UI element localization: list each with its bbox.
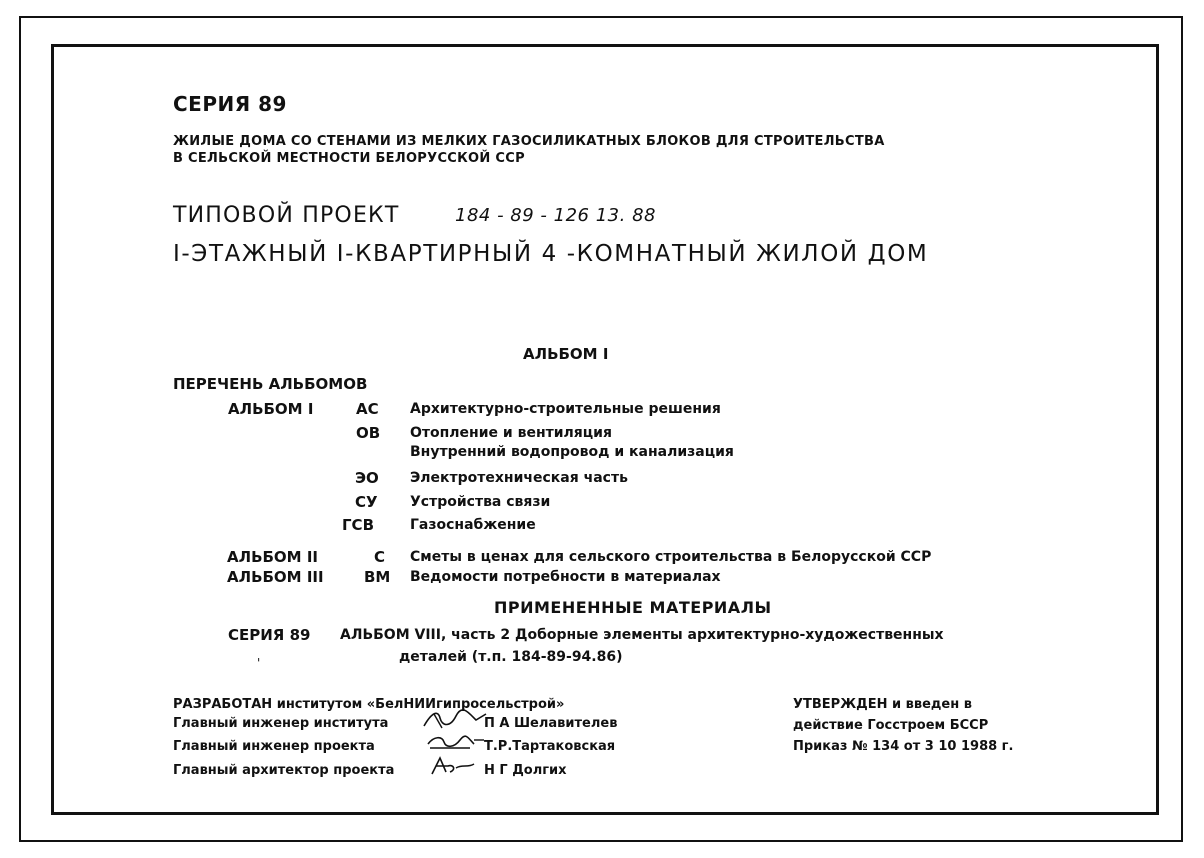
approved-line2: действие Госстроем БССР <box>793 718 989 733</box>
tick-mark: ' <box>257 656 261 670</box>
name-shelavitelev: П А Шелавителев <box>484 716 618 731</box>
series-subtitle-line2: В СЕЛЬСКОЙ МЕСТНОСТИ БЕЛОРУССКОЙ ССР <box>173 151 525 166</box>
album2-label: АЛЬБОМ II <box>227 548 318 566</box>
album2-code: С <box>374 548 386 566</box>
signature-2 <box>424 732 488 754</box>
project-label: ТИПОВОЙ ПРОЕКТ <box>173 203 400 228</box>
album1-code-eo: ЭО <box>355 469 379 487</box>
album2-desc: Сметы в ценах для сельского строительства в Белорусской ССР <box>410 549 932 565</box>
album1-desc-eo: Электротехническая часть <box>410 470 628 486</box>
series-title: СЕРИЯ 89 <box>173 92 287 116</box>
role-chief-architect-project: Главный архитектор проекта <box>173 763 395 778</box>
house-title: I-ЭТАЖНЫЙ I-КВАРТИРНЫЙ 4 -КОМНАТНЫЙ ЖИЛОЙ ДОМ <box>173 241 929 267</box>
role-chief-engineer-project: Главный инженер проекта <box>173 739 375 754</box>
album3-code: ВМ <box>364 568 391 586</box>
album1-code-ac: АС <box>356 400 379 418</box>
album1-desc-ac: Архитектурно-строительные решения <box>410 401 721 417</box>
album-heading: АЛЬБОМ I <box>523 345 609 363</box>
signature-3 <box>426 754 482 778</box>
project-number: 184 - 89 - 126 13. 88 <box>455 205 656 226</box>
signature-1 <box>420 708 490 732</box>
album1-desc-gsv: Газоснабжение <box>410 517 536 533</box>
approved-line1: УТВЕРЖДЕН и введен в <box>793 697 972 712</box>
album1-desc-su: Устройства связи <box>410 494 551 510</box>
albums-list-heading: ПЕРЕЧЕНЬ АЛЬБОМОВ <box>173 375 368 393</box>
series-subtitle-line1: ЖИЛЫЕ ДОМА СО СТЕНАМИ ИЗ МЕЛКИХ ГАЗОСИЛИКАТНЫХ БЛОКОВ ДЛЯ СТРОИТЕЛЬСТВА <box>173 134 885 149</box>
album1-desc-vk: Внутренний водопровод и канализация <box>410 444 734 460</box>
developed-by: РАЗРАБОТАН институтом «БелНИИгипросельстрой» <box>173 697 565 712</box>
album3-label: АЛЬБОМ III <box>227 568 324 586</box>
approved-line3: Приказ № 134 от 3 10 1988 г. <box>793 739 1014 754</box>
applied-series: СЕРИЯ 89 <box>228 626 311 644</box>
name-tartakovskaya: Т.Р.Тартаковская <box>484 739 616 754</box>
album1-label: АЛЬБОМ I <box>228 400 314 418</box>
role-chief-engineer-institute: Главный инженер института <box>173 716 389 731</box>
applied-line2: деталей (т.п. 184-89-94.86) <box>399 649 623 665</box>
applied-line1: АЛЬБОМ VIII, часть 2 Доборные элементы архитектурно-художественных <box>340 627 944 643</box>
album1-code-su: СУ <box>355 493 378 511</box>
album1-code-gsv: ГСВ <box>342 516 374 534</box>
name-dolgikh: Н Г Долгих <box>484 763 567 778</box>
album3-desc: Ведомости потребности в материалах <box>410 569 721 585</box>
applied-materials-heading: ПРИМЕНЕННЫЕ МАТЕРИАЛЫ <box>494 598 772 617</box>
album1-desc-ov: Отопление и вентиляция <box>410 425 612 441</box>
album1-code-ov: ОВ <box>356 424 381 442</box>
